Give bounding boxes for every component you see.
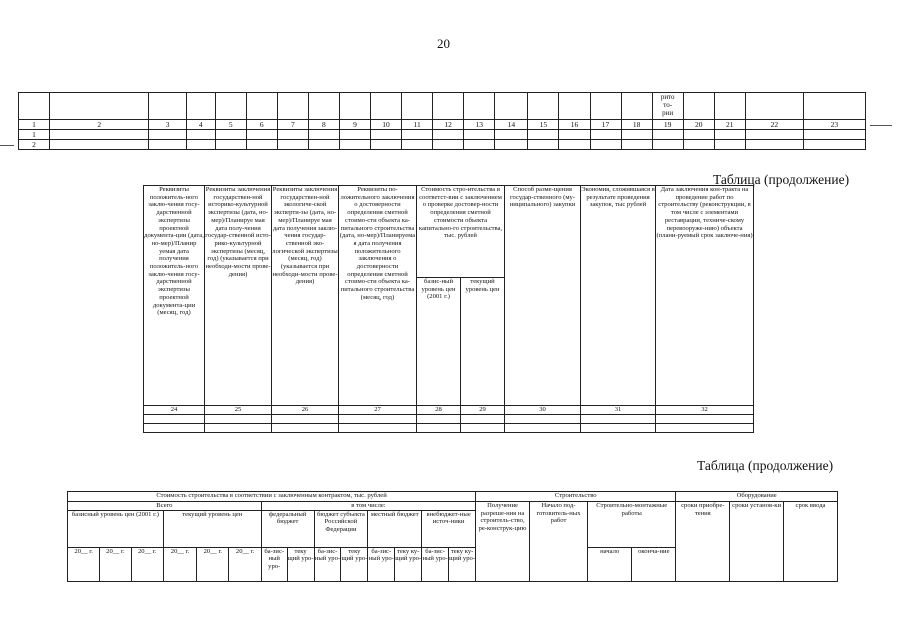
row-label: 1 xyxy=(19,130,50,140)
acq-dates-header: сроки приобре-тения xyxy=(676,502,730,582)
commission-header: срок ввода xyxy=(784,502,838,582)
year-cell: 20__ г. xyxy=(229,547,261,581)
col-num: 28 xyxy=(417,406,461,415)
col28-header: базис-ный уровень цен (2001 г.) xyxy=(417,278,461,406)
current-level-header: текущий уровень цен xyxy=(163,510,261,547)
header-fragment: рито то- рии xyxy=(652,93,683,120)
base-cell: ба-зис-ный уро- xyxy=(261,547,287,581)
federal-header: федеральный бюджет xyxy=(261,510,314,547)
col-num: 5 xyxy=(215,120,246,130)
start-header: начало xyxy=(588,547,632,581)
col25-header: Реквизиты заключения государствен-ной историко-культурной экспертизы (дата, но-мер)/Планируе мая дата полу-чения государ-ственной исто-рико-культурной экспертизы (месяц, год) (указывается при необходи-мости прове-дения) xyxy=(205,186,272,406)
local-header: местный бюджет xyxy=(368,510,422,547)
base-cell: ба-зис-ный уро- xyxy=(422,547,449,581)
col-num: 6 xyxy=(246,120,277,130)
col-num: 12 xyxy=(433,120,464,130)
current-cell: теку ку-щий уро- xyxy=(395,547,422,581)
page-number: 20 xyxy=(437,36,450,51)
col-num: 27 xyxy=(339,406,417,415)
col-num: 4 xyxy=(186,120,215,130)
total-header: Всего xyxy=(68,502,262,511)
col-num: 18 xyxy=(621,120,652,130)
col-num: 19 xyxy=(652,120,683,130)
col-num: 7 xyxy=(277,120,308,130)
col-num: 14 xyxy=(495,120,528,130)
including-header: в том числе: xyxy=(261,502,475,511)
base-level-header: базисный уровень цен (2001 г.) xyxy=(68,510,164,547)
table-caption: Таблица (продолжение) xyxy=(713,172,850,187)
inst-dates-header: сроки установ-ки xyxy=(730,502,784,582)
col-num: 13 xyxy=(464,120,495,130)
cost-group-header: Стоимость стро-ительства в соответст-вии с заключением о проверке достовер-ности определения сметной стоимости объекта капитально-го строительства, тыс. рублей xyxy=(417,186,505,278)
col-num: 22 xyxy=(745,120,803,130)
permit-header: Получение разреше-ния на строитель-ство, ре-конструк-цию xyxy=(476,502,530,582)
col-num: 3 xyxy=(149,120,186,130)
equipment-header: Оборудование xyxy=(676,492,838,502)
col-num: 2 xyxy=(50,120,149,130)
col-num: 20 xyxy=(683,120,714,130)
col31-header: Экономия, сложившаяся в результате проведения закупок, тыс рублей xyxy=(581,186,656,406)
col-num: 15 xyxy=(528,120,559,130)
col32-header: Дата заключения кон-тракта на проведение работ по строительству (реконструкции, в том числе с элементами реставрации, техниче-скому перевооруже-нию) объекта (плани-руемый срок заключе-ния) xyxy=(656,186,754,406)
year-cell: 20__ г. xyxy=(131,547,163,581)
base-cell: ба-зис-ный уро- xyxy=(314,547,341,581)
col-num: 30 xyxy=(505,406,581,415)
col-num: 32 xyxy=(656,406,754,415)
col-num: 11 xyxy=(402,120,433,130)
scan-artifact-line xyxy=(0,145,14,146)
col-num: 21 xyxy=(714,120,745,130)
col26-header: Реквизиты заключения государствен-ной экологиче-ской эксперти-зы (дата, но-мер)/Планируе мая дата получения заклю-чения государ-ственной эко-логической экспертизы (месяц, год) (указывается при необходи-мости прове-дения) xyxy=(272,186,339,406)
end-header: оконча-ние xyxy=(632,547,676,581)
col29-header: текущий уровень цен xyxy=(461,278,505,406)
col-num: 10 xyxy=(371,120,402,130)
col-num: 16 xyxy=(559,120,590,130)
row-label: 2 xyxy=(19,140,50,150)
table-continuation-3 xyxy=(67,491,838,582)
col-num: 23 xyxy=(803,120,865,130)
year-cell: 20__ г. xyxy=(197,547,229,581)
table-caption: Таблица (продолжение) xyxy=(697,458,834,473)
table-continuation-1 xyxy=(18,92,866,150)
col-num: 9 xyxy=(339,120,370,130)
col-num: 25 xyxy=(205,406,272,415)
table-continuation-2 xyxy=(143,185,754,433)
subject-header: бюджет субъекта Российской Федерации xyxy=(314,510,368,547)
scan-artifact-line xyxy=(870,125,892,126)
col-num: 26 xyxy=(272,406,339,415)
col-num: 17 xyxy=(590,120,621,130)
current-cell: теку щий уро- xyxy=(341,547,368,581)
col-num: 31 xyxy=(581,406,656,415)
year-cell: 20__ г. xyxy=(163,547,196,581)
prep-start-header: Начало под-готовитель-ных работ xyxy=(529,502,587,582)
col30-header: Способ разме-щения государ-ственного (му-ниципального) закупки xyxy=(505,186,581,406)
offbudget-header: внебюджет-ные источ-ники xyxy=(422,510,476,547)
construction-header: Строительство xyxy=(476,492,676,502)
year-cell: 20__ г. xyxy=(68,547,100,581)
year-cell: 20__ г. xyxy=(100,547,131,581)
cost-group-header: Стоимость строительства в соответствии с заключенным контрактом, тыс. рублей xyxy=(68,492,476,502)
col-num: 29 xyxy=(461,406,505,415)
col-num: 1 xyxy=(19,120,50,130)
current-cell: теку щий уро- xyxy=(287,547,314,581)
col24-header: Реквизиты положитель-ного заклю-чения госу-дарственной экспертизы проектной документа-ции (дата, но-мер)/Планир уемая дата получения положитель-ного заклю-чения госу-дарственной экспертизы проектной документа-ции (месяц, год) xyxy=(144,186,205,406)
install-works-header: Строительно-монтажные работы xyxy=(588,502,676,548)
col27-header: Реквизиты по-ложительного заключения о достоверности определения сметной стоимо-сти объекта ка-питального строительства (дата, но-мер)/Планируема я дата получения положительного заключения о достоверности определения сметной стоимо-сти объекта ка-питального строительства (месяц, год) xyxy=(339,186,417,406)
base-cell: ба-зис-ный уро- xyxy=(368,547,395,581)
col-num: 8 xyxy=(308,120,339,130)
col-num: 24 xyxy=(144,406,205,415)
current-cell: теку ку-щий уро- xyxy=(449,547,476,581)
